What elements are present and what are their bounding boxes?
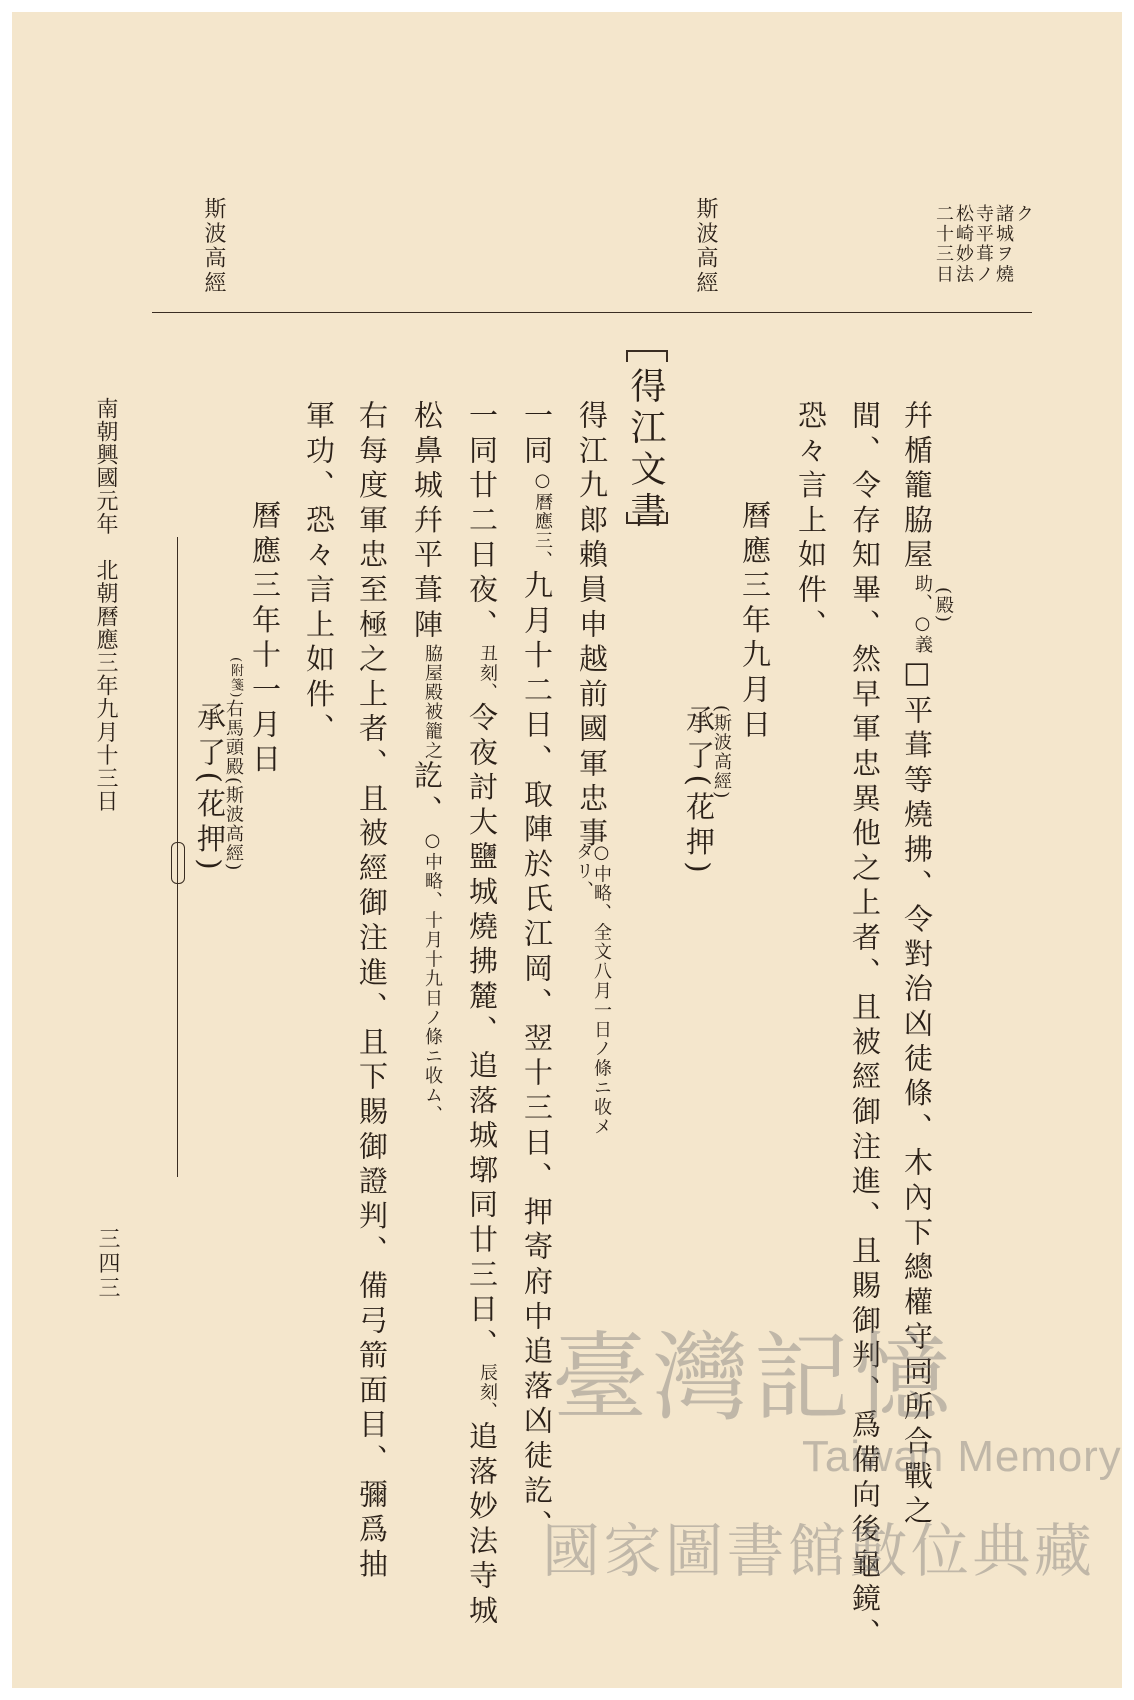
running-title: 南朝興國元年 北朝曆應三年九月十三日	[93, 397, 118, 813]
addressee: 右馬頭殿	[223, 698, 244, 777]
prev-doc-col2: 間、令存知畢、然早軍忠異他之上者、且被經御注進、且賜御判、爲備向後龜鏡、	[848, 400, 882, 1653]
annotation: 助、○義	[912, 574, 933, 655]
doc-sign: 承了(花押)	[193, 702, 227, 876]
prev-doc-col3: 恐々言上如件、	[794, 400, 828, 644]
annotation: 脇屋殿被籠之	[422, 643, 443, 761]
text-run: 令夜討大鹽城燒拂麓、追落城墎同廿三日、	[465, 701, 499, 1364]
date-note-line: 二十三日	[933, 204, 954, 285]
watermark-chinese: 臺灣記憶	[552, 1322, 956, 1434]
header-rule	[152, 312, 1032, 313]
date-note-line: 松崎妙法	[953, 204, 974, 285]
annotation: 丑刻、	[477, 643, 498, 702]
annotation: (附箋)	[228, 657, 243, 699]
prev-doc-col1-note: (殿)	[933, 587, 954, 624]
doc-col6: 軍功、恐々言上如件、	[302, 400, 336, 748]
doc-col5: 右每度軍忠至極之上者、且被經御注進、且下賜御證判、備弓箭面目、彌爲抽	[355, 400, 389, 1584]
prev-doc-date: 曆應三年九月日	[738, 500, 772, 744]
text-run: 一同廿二日夜、	[465, 400, 499, 644]
header-name-1: 斯波高經	[693, 197, 718, 296]
document-page	[12, 12, 1122, 1688]
annotation: ○中略、十月十九日ノ條ニ收ム、	[422, 829, 443, 1125]
header-date-note	[934, 204, 1032, 285]
text-run: 松鼻城幷平葺陣	[410, 400, 444, 644]
page-number: 三四三	[95, 1227, 120, 1301]
prev-doc-sign-note: (斯波高經)	[711, 705, 732, 800]
doc-col2	[520, 400, 554, 1545]
text-run: □平葺等燒拂、令對治凶徒條、木內下總權守同所合戰之	[900, 654, 934, 1530]
prev-doc-sign: 承了(花押)	[682, 705, 716, 879]
date-note-line: 寺平葺ノ	[973, 204, 994, 285]
annotation: (斯波高經)	[223, 776, 244, 872]
header-name-2: 斯波高經	[201, 197, 226, 296]
text-run: 追落妙法寺城	[465, 1421, 499, 1631]
text-run: 九月十二日、取陣於氏江岡、翌十三日、押寄府中追落凶徒訖、	[520, 569, 554, 1545]
margin-ornament-knot	[171, 842, 185, 884]
section-title: 得江文書	[625, 367, 666, 533]
doc-col1-note: ○中略、全文八月一日ノ條ニ收メタリ、	[573, 842, 612, 1137]
watermark-subtitle: 國家圖書館數位典藏	[542, 1517, 1096, 1585]
annotation: ○曆應三、	[532, 469, 553, 570]
doc-date: 曆應三年十一月日	[248, 500, 282, 779]
text-run: 一同	[520, 400, 554, 470]
date-note-line: 諸城ヲ燒	[993, 204, 1014, 285]
doc-col4	[410, 400, 444, 1125]
date-note-line: ク	[1013, 204, 1034, 225]
title-bracket-bottom	[626, 512, 668, 524]
text-run: 幷楯籠脇屋	[900, 400, 934, 574]
annotation: 辰刻、	[477, 1363, 498, 1422]
text-run: 訖、	[410, 760, 444, 830]
doc-col3	[465, 400, 499, 1631]
watermark-english: Taiwan Memory	[802, 1432, 1122, 1481]
doc-col1: 得江九郞賴員申越前國軍忠事	[575, 400, 609, 853]
title-bracket-top	[626, 350, 668, 362]
